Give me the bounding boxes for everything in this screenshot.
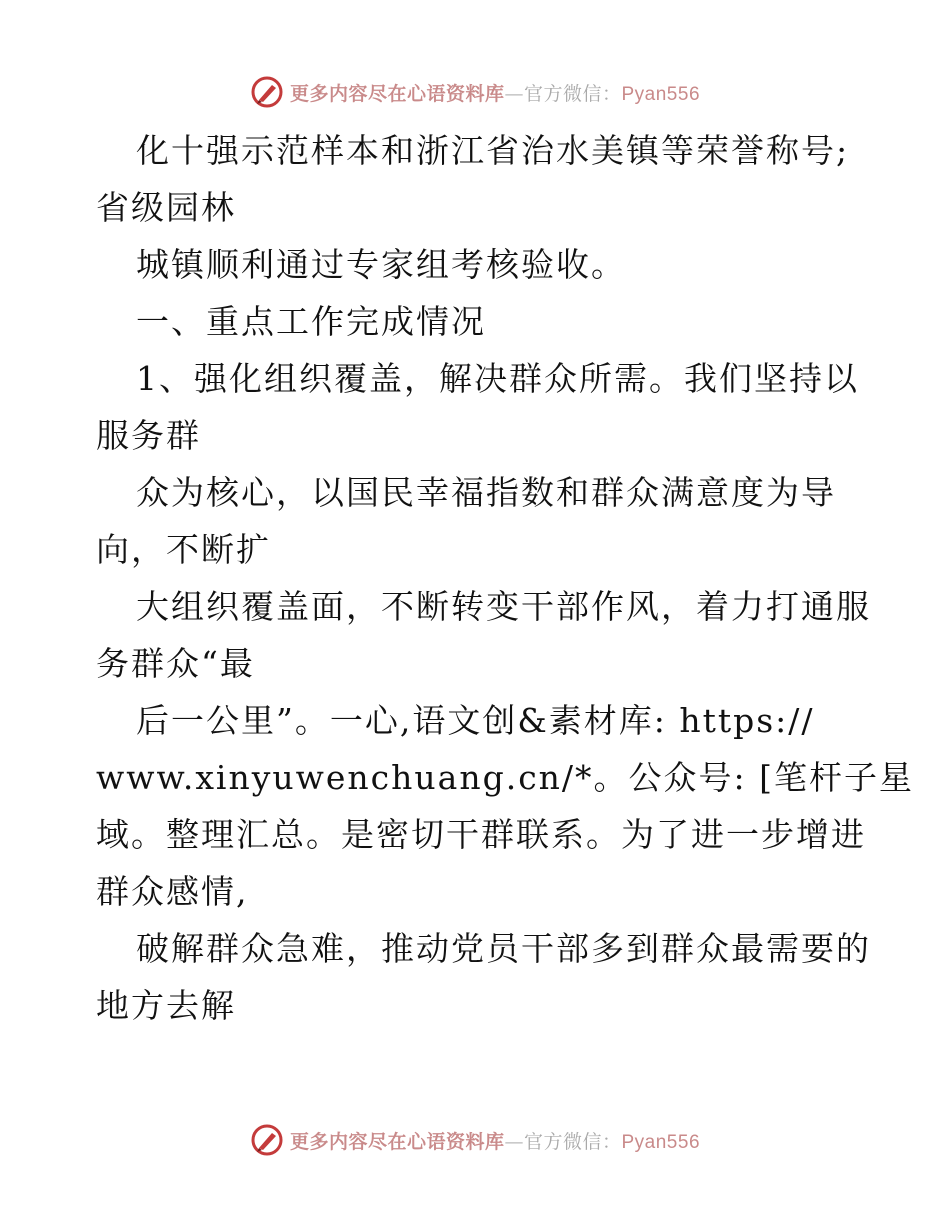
banner-wechat-label: 官方微信： — [523, 82, 622, 105]
text-line: 后一公里”。一心,语文创&素材库: https:// — [136, 701, 815, 740]
banner-main-text: 更多内容尽在心语资料库 — [289, 1130, 505, 1153]
text-line: 向，不断扩 — [96, 530, 271, 569]
banner-dash: — — [504, 1130, 524, 1153]
text-line: 化十强示范样本和浙江省治水美镇等荣誉称号; — [136, 131, 850, 170]
banner-main-text: 更多内容尽在心语资料库 — [289, 82, 505, 105]
pen-logo-icon — [250, 1123, 284, 1157]
text-line: 群众感情, — [96, 872, 249, 911]
text-line: 城镇顺利通过专家组考核验收。 — [136, 245, 626, 284]
text-line: www.xinyuwenchuang.cn/*。公众号: [笔杆子星 — [96, 758, 915, 797]
document-body — [96, 122, 915, 1034]
banner-text — [290, 1127, 700, 1154]
pen-logo-icon — [250, 75, 284, 109]
header-banner — [0, 72, 950, 112]
text-line: 地方去解 — [96, 986, 236, 1025]
text-line: 大组织覆盖面，不断转变干部作风，着力打通服 — [136, 587, 871, 626]
banner-text — [290, 79, 700, 106]
text-line: 服务群 — [96, 416, 201, 455]
text-line: 众为核心，以国民幸福指数和群众满意度为导 — [136, 473, 836, 512]
banner-dash: — — [504, 82, 524, 105]
text-line: 破解群众急难，推动党员干部多到群众最需要的 — [136, 929, 871, 968]
text-line: 1、强化组织覆盖，解决群众所需。我们坚持以 — [136, 359, 859, 398]
footer-banner — [0, 1120, 950, 1160]
text-line: 省级园林 — [96, 188, 236, 227]
banner-wechat-label: 官方微信： — [523, 1130, 622, 1153]
text-line: 一、重点工作完成情况 — [136, 302, 486, 341]
banner-wechat-id: Pyan556 — [621, 83, 701, 105]
text-line: 务群众“最 — [96, 644, 255, 683]
banner-wechat-id: Pyan556 — [621, 1131, 701, 1153]
text-line: 域。整理汇总。是密切干群联系。为了进一步增进 — [96, 815, 866, 854]
